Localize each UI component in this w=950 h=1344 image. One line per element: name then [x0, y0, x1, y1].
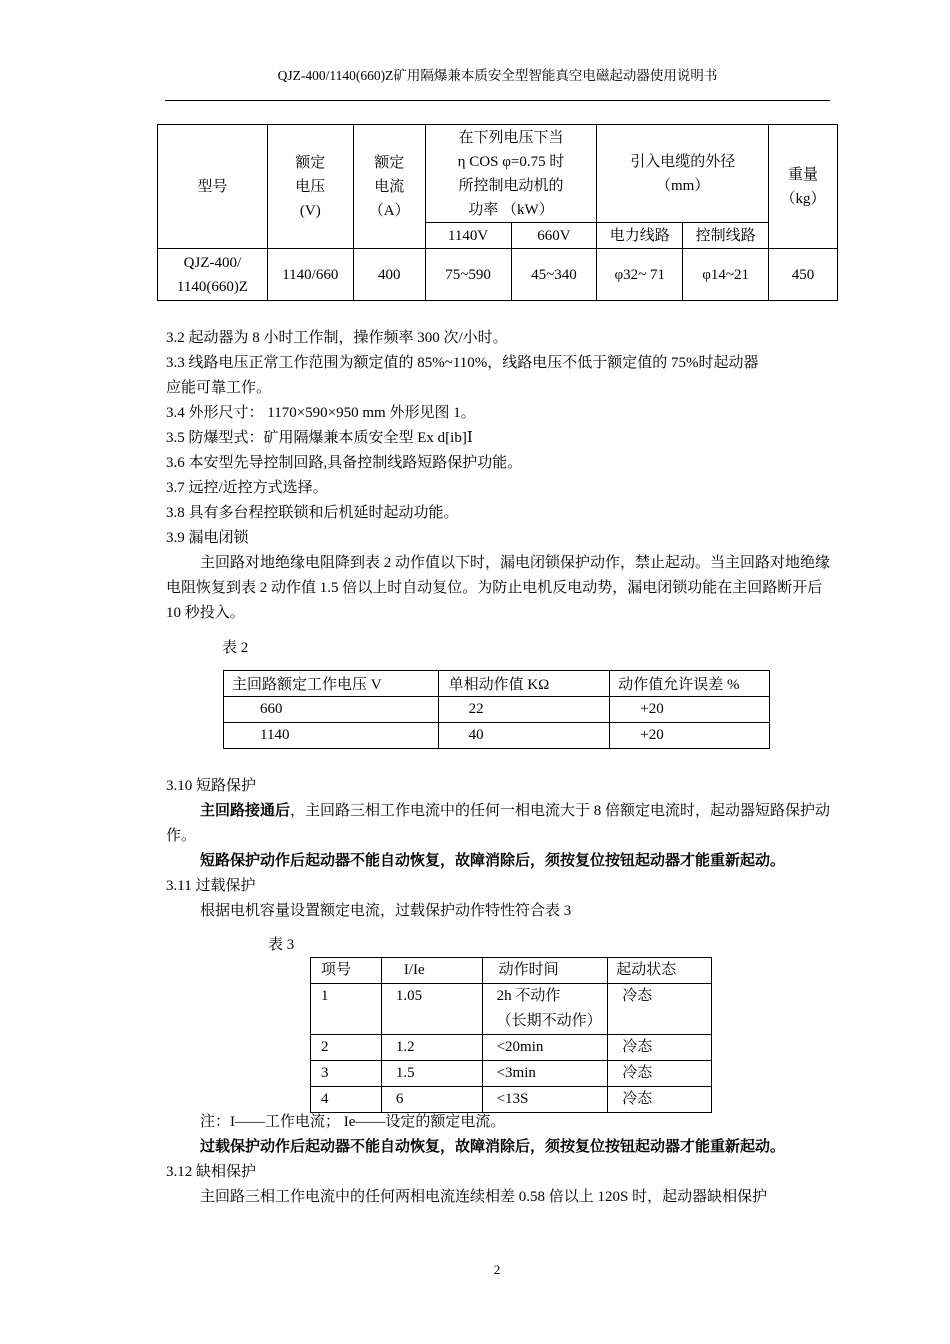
para-3-10-a-bold: 主回路接通后	[200, 803, 291, 819]
cell-voltage: 1140/660	[267, 249, 353, 301]
header-current-line: 额定	[374, 154, 405, 171]
table-row	[311, 984, 712, 1035]
overload-warning: 过载保护动作后起动器不能自动恢复，故障消除后，须按复位按钮起动器才能重新起动。	[200, 1139, 786, 1155]
header-power-line: 在下列电压下当	[458, 129, 564, 146]
header-1140v: 1140V	[425, 223, 511, 249]
table2-cell: 40	[438, 723, 610, 749]
para-3-12-body: 主回路三相工作电流中的任何两相电流连续相差 0.58 倍以上 120S 时，起动器缺相保护	[200, 1189, 768, 1205]
cell-power-1140: 75~590	[425, 249, 511, 301]
table-row	[311, 1087, 712, 1113]
para-3-7: 3.7 远控/近控方式选择。	[166, 480, 328, 496]
header-weight	[769, 125, 838, 249]
table3-caption: 表 3	[268, 937, 295, 953]
header-current-line: 电流	[374, 178, 405, 195]
heading-3-12: 3.12 缺相保护	[166, 1164, 257, 1180]
table3-cell: <3min	[482, 1061, 608, 1087]
para-3-3a: 3.3 线路电压正常工作范围为额定值的 85%~110%，线路电压不低于额定值的 75%时起动器	[166, 355, 759, 371]
section-3-2-to-3-9	[166, 326, 834, 626]
header-cable	[597, 125, 769, 223]
para-3-9-body: 主回路对地绝缘电阻降到表 2 动作值以下时，漏电闭锁保护动作，禁止起动。当主回路对地绝缘电阻恢复到表 2 动作值 1.5 倍以上时自动复位。为防止电机反电动势，漏电闭锁功能在主回路断开后 10 秒投入。	[166, 555, 831, 621]
header-model: 型号	[158, 125, 268, 249]
table3-cell-time-line: （长期不动作）	[496, 1013, 602, 1029]
table-row	[311, 1061, 712, 1087]
cell-model-line: QJZ-400/	[183, 254, 242, 271]
table2-header: 动作值允许误差 %	[610, 671, 770, 697]
table3-cell: 冷态	[608, 1087, 712, 1113]
table3-note: 注：I——工作电流； Ie——设定的额定电流。	[200, 1114, 506, 1130]
table3-header: 项号	[311, 958, 382, 984]
para-3-11-body: 根据电机容量设置额定电流，过载保护动作特性符合表 3	[200, 903, 572, 919]
table3-cell-time	[482, 984, 608, 1035]
header-cable-line: 引入电缆的外径	[630, 153, 736, 170]
header-power-line: 功率 （kW）	[468, 201, 554, 218]
table-header-row	[224, 671, 770, 697]
header-voltage	[267, 125, 353, 249]
table2-cell: 22	[438, 697, 610, 723]
cell-model-line: 1140(660)Z	[176, 278, 248, 295]
table3-cell: 1.5	[381, 1061, 482, 1087]
section-note-to-3-12	[166, 1110, 834, 1210]
table3-cell-time-line: 2h 不动作	[496, 988, 561, 1004]
cell-power-line-cable: φ32~ 71	[597, 249, 683, 301]
header-power-line: η COS φ=0.75 时	[457, 153, 565, 170]
table3-cell: 冷态	[608, 1061, 712, 1087]
header-voltage-line: 额定	[295, 154, 326, 171]
para-3-10-a-rest: ，主回路三相工作电流中的任何一相电流大于 8 倍额定电流时，起动器短路保护动作。	[166, 803, 831, 844]
para-3-4: 3.4 外形尺寸： 1170×590×950 mm 外形见图 1。	[166, 405, 476, 421]
para-3-10-a	[166, 799, 834, 849]
header-power-line-cable: 电力线路	[597, 223, 683, 249]
table2-header: 单相动作值 KΩ	[438, 671, 610, 697]
page-number: 2	[493, 1262, 501, 1277]
table3-cell: 2	[311, 1035, 382, 1061]
header-voltage-line: (V)	[299, 202, 321, 219]
table2-cell: +20	[610, 697, 770, 723]
table3-header: 动作时间	[482, 958, 608, 984]
table2-header: 主回路额定工作电压 V	[224, 671, 439, 697]
table3-cell: 6	[381, 1087, 482, 1113]
table3-cell: 冷态	[608, 1035, 712, 1061]
table3-cell: 1.05	[381, 984, 482, 1035]
table-row	[224, 723, 770, 749]
para-3-3b: 应能可靠工作。	[166, 380, 272, 396]
para-3-10-b: 短路保护动作后起动器不能自动恢复，故障消除后，须按复位按钮起动器才能重新起动。	[200, 853, 786, 869]
table3-cell: <20min	[482, 1035, 608, 1061]
table2-cell: 1140	[224, 723, 439, 749]
overload-table	[310, 957, 712, 1113]
table3-cell: 冷态	[608, 984, 712, 1035]
cell-model	[158, 249, 268, 301]
table2-cell: 660	[224, 697, 439, 723]
table3-cell: <13S	[482, 1087, 608, 1113]
heading-3-10: 3.10 短路保护	[166, 778, 257, 794]
header-current	[353, 125, 425, 249]
header-cable-line: （mm）	[656, 177, 710, 194]
heading-3-11: 3.11 过载保护	[166, 878, 256, 894]
header-control-line-cable: 控制线路	[683, 223, 769, 249]
spec-table	[157, 124, 838, 301]
table3-header: 起动状态	[608, 958, 712, 984]
cell-current: 400	[353, 249, 425, 301]
table3-cell: 3	[311, 1061, 382, 1087]
cell-weight: 450	[769, 249, 838, 301]
para-3-8: 3.8 具有多台程控联锁和后机延时起动功能。	[166, 505, 459, 521]
table2-cell: +20	[610, 723, 770, 749]
cell-control-line-cable: φ14~21	[683, 249, 769, 301]
table-row	[311, 1035, 712, 1061]
header-power	[425, 125, 597, 223]
cell-power-660: 45~340	[511, 249, 597, 301]
para-3-6: 3.6 本安型先导控制回路,具备控制线路短路保护功能。	[166, 455, 523, 471]
header-weight-line: （kg）	[780, 190, 826, 207]
para-3-2: 3.2 起动器为 8 小时工作制，操作频率 300 次/小时。	[166, 330, 508, 346]
table-row	[224, 697, 770, 723]
header-power-line: 所控制电动机的	[458, 177, 564, 194]
table2-caption: 表 2	[222, 640, 249, 656]
heading-3-9: 3.9 漏电闭锁	[166, 530, 249, 546]
header-voltage-line: 电压	[295, 178, 326, 195]
header-current-line: （A）	[368, 202, 410, 219]
section-3-10-to-3-11	[166, 774, 834, 924]
header-660v: 660V	[511, 223, 597, 249]
table3-header: I/Ie	[381, 958, 482, 984]
table-header-row	[311, 958, 712, 984]
page-header: QJZ-400/1140(660)Z矿用隔爆兼本质安全型智能真空电磁起动器使用说明书	[277, 68, 718, 83]
leakage-table	[223, 670, 770, 749]
header-rule	[165, 100, 830, 101]
table3-cell: 1.2	[381, 1035, 482, 1061]
table3-cell: 1	[311, 984, 382, 1035]
header-weight-line: 重量	[788, 166, 819, 183]
table3-cell: 4	[311, 1087, 382, 1113]
para-3-5: 3.5 防爆型式：矿用隔爆兼本质安全型 Ex d[ib]Ⅰ	[166, 430, 473, 446]
